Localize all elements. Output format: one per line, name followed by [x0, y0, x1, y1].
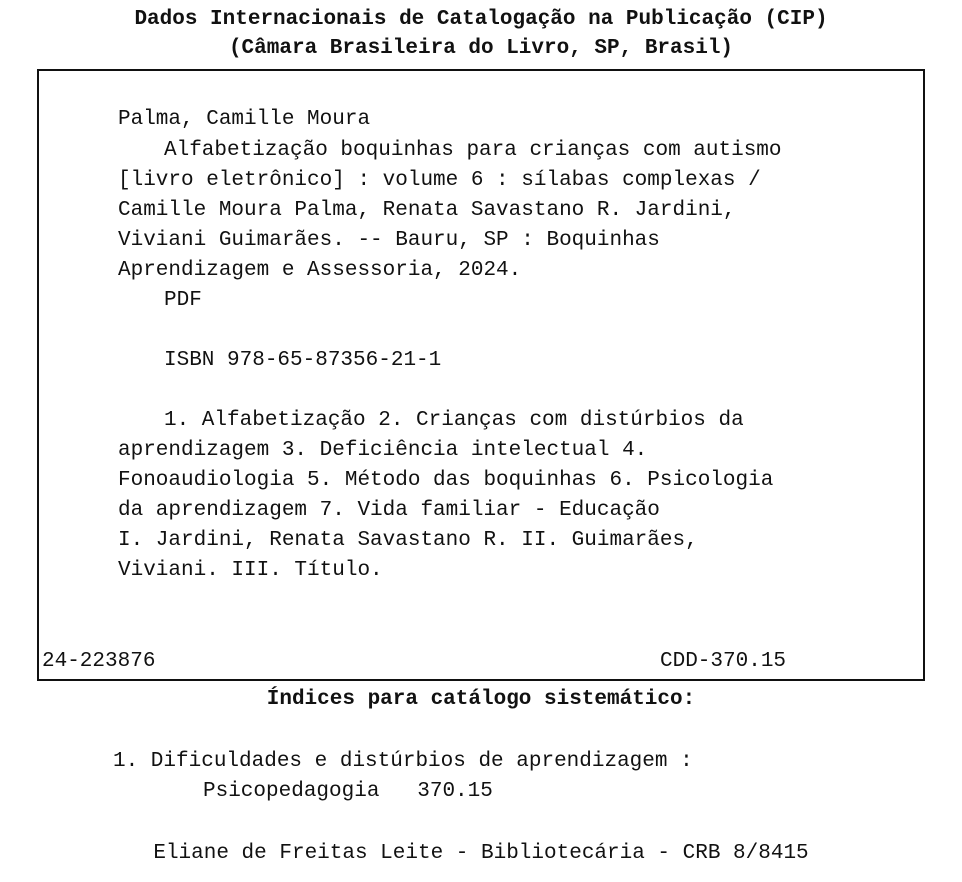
- title-line-2: [livro eletrônico] : volume 6 : sílabas complexas /: [118, 169, 761, 192]
- index-heading: Índices para catálogo sistemático:: [266, 688, 696, 711]
- subject-line-3: Fonoaudiologia 5. Método das boquinhas 6. Psicologia: [118, 469, 774, 492]
- isbn-line: ISBN 978-65-87356-21-1: [164, 349, 442, 372]
- cip-header-line-1: Dados Internacionais de Catalogação na Publicação (CIP): [134, 8, 828, 31]
- subject-line-4: da aprendizagem 7. Vida familiar - Educação: [118, 499, 660, 522]
- cip-header-line-2: (Câmara Brasileira do Livro, SP, Brasil): [228, 37, 734, 60]
- title-line-5: Aprendizagem e Assessoria, 2024.: [118, 259, 522, 282]
- index-entry-line-1: 1. Dificuldades e distúrbios de aprendizagem :: [113, 750, 693, 773]
- librarian-credit: Eliane de Freitas Leite - Bibliotecária - CRB 8/8415: [153, 842, 809, 865]
- title-line-4: Viviani Guimarães. -- Bauru, SP : Boquinhas: [118, 229, 660, 252]
- title-line-3: Camille Moura Palma, Renata Savastano R. Jardini,: [118, 199, 736, 222]
- control-number: 24-223876: [42, 650, 156, 673]
- cdd-classification: CDD-370.15: [660, 650, 787, 673]
- subject-line-5: I. Jardini, Renata Savastano R. II. Guimarães,: [118, 529, 698, 552]
- subject-line-2: aprendizagem 3. Deficiência intelectual 4.: [118, 439, 648, 462]
- author-line: Palma, Camille Moura: [118, 108, 371, 131]
- index-entry-line-2: Psicopedagogia 370.15: [203, 780, 493, 803]
- subject-line-6: Viviani. III. Título.: [118, 559, 383, 582]
- format-line: PDF: [164, 289, 202, 312]
- title-line-1: Alfabetização boquinhas para crianças com autismo: [164, 139, 782, 162]
- subject-line-1: 1. Alfabetização 2. Crianças com distúrbios da: [164, 409, 744, 432]
